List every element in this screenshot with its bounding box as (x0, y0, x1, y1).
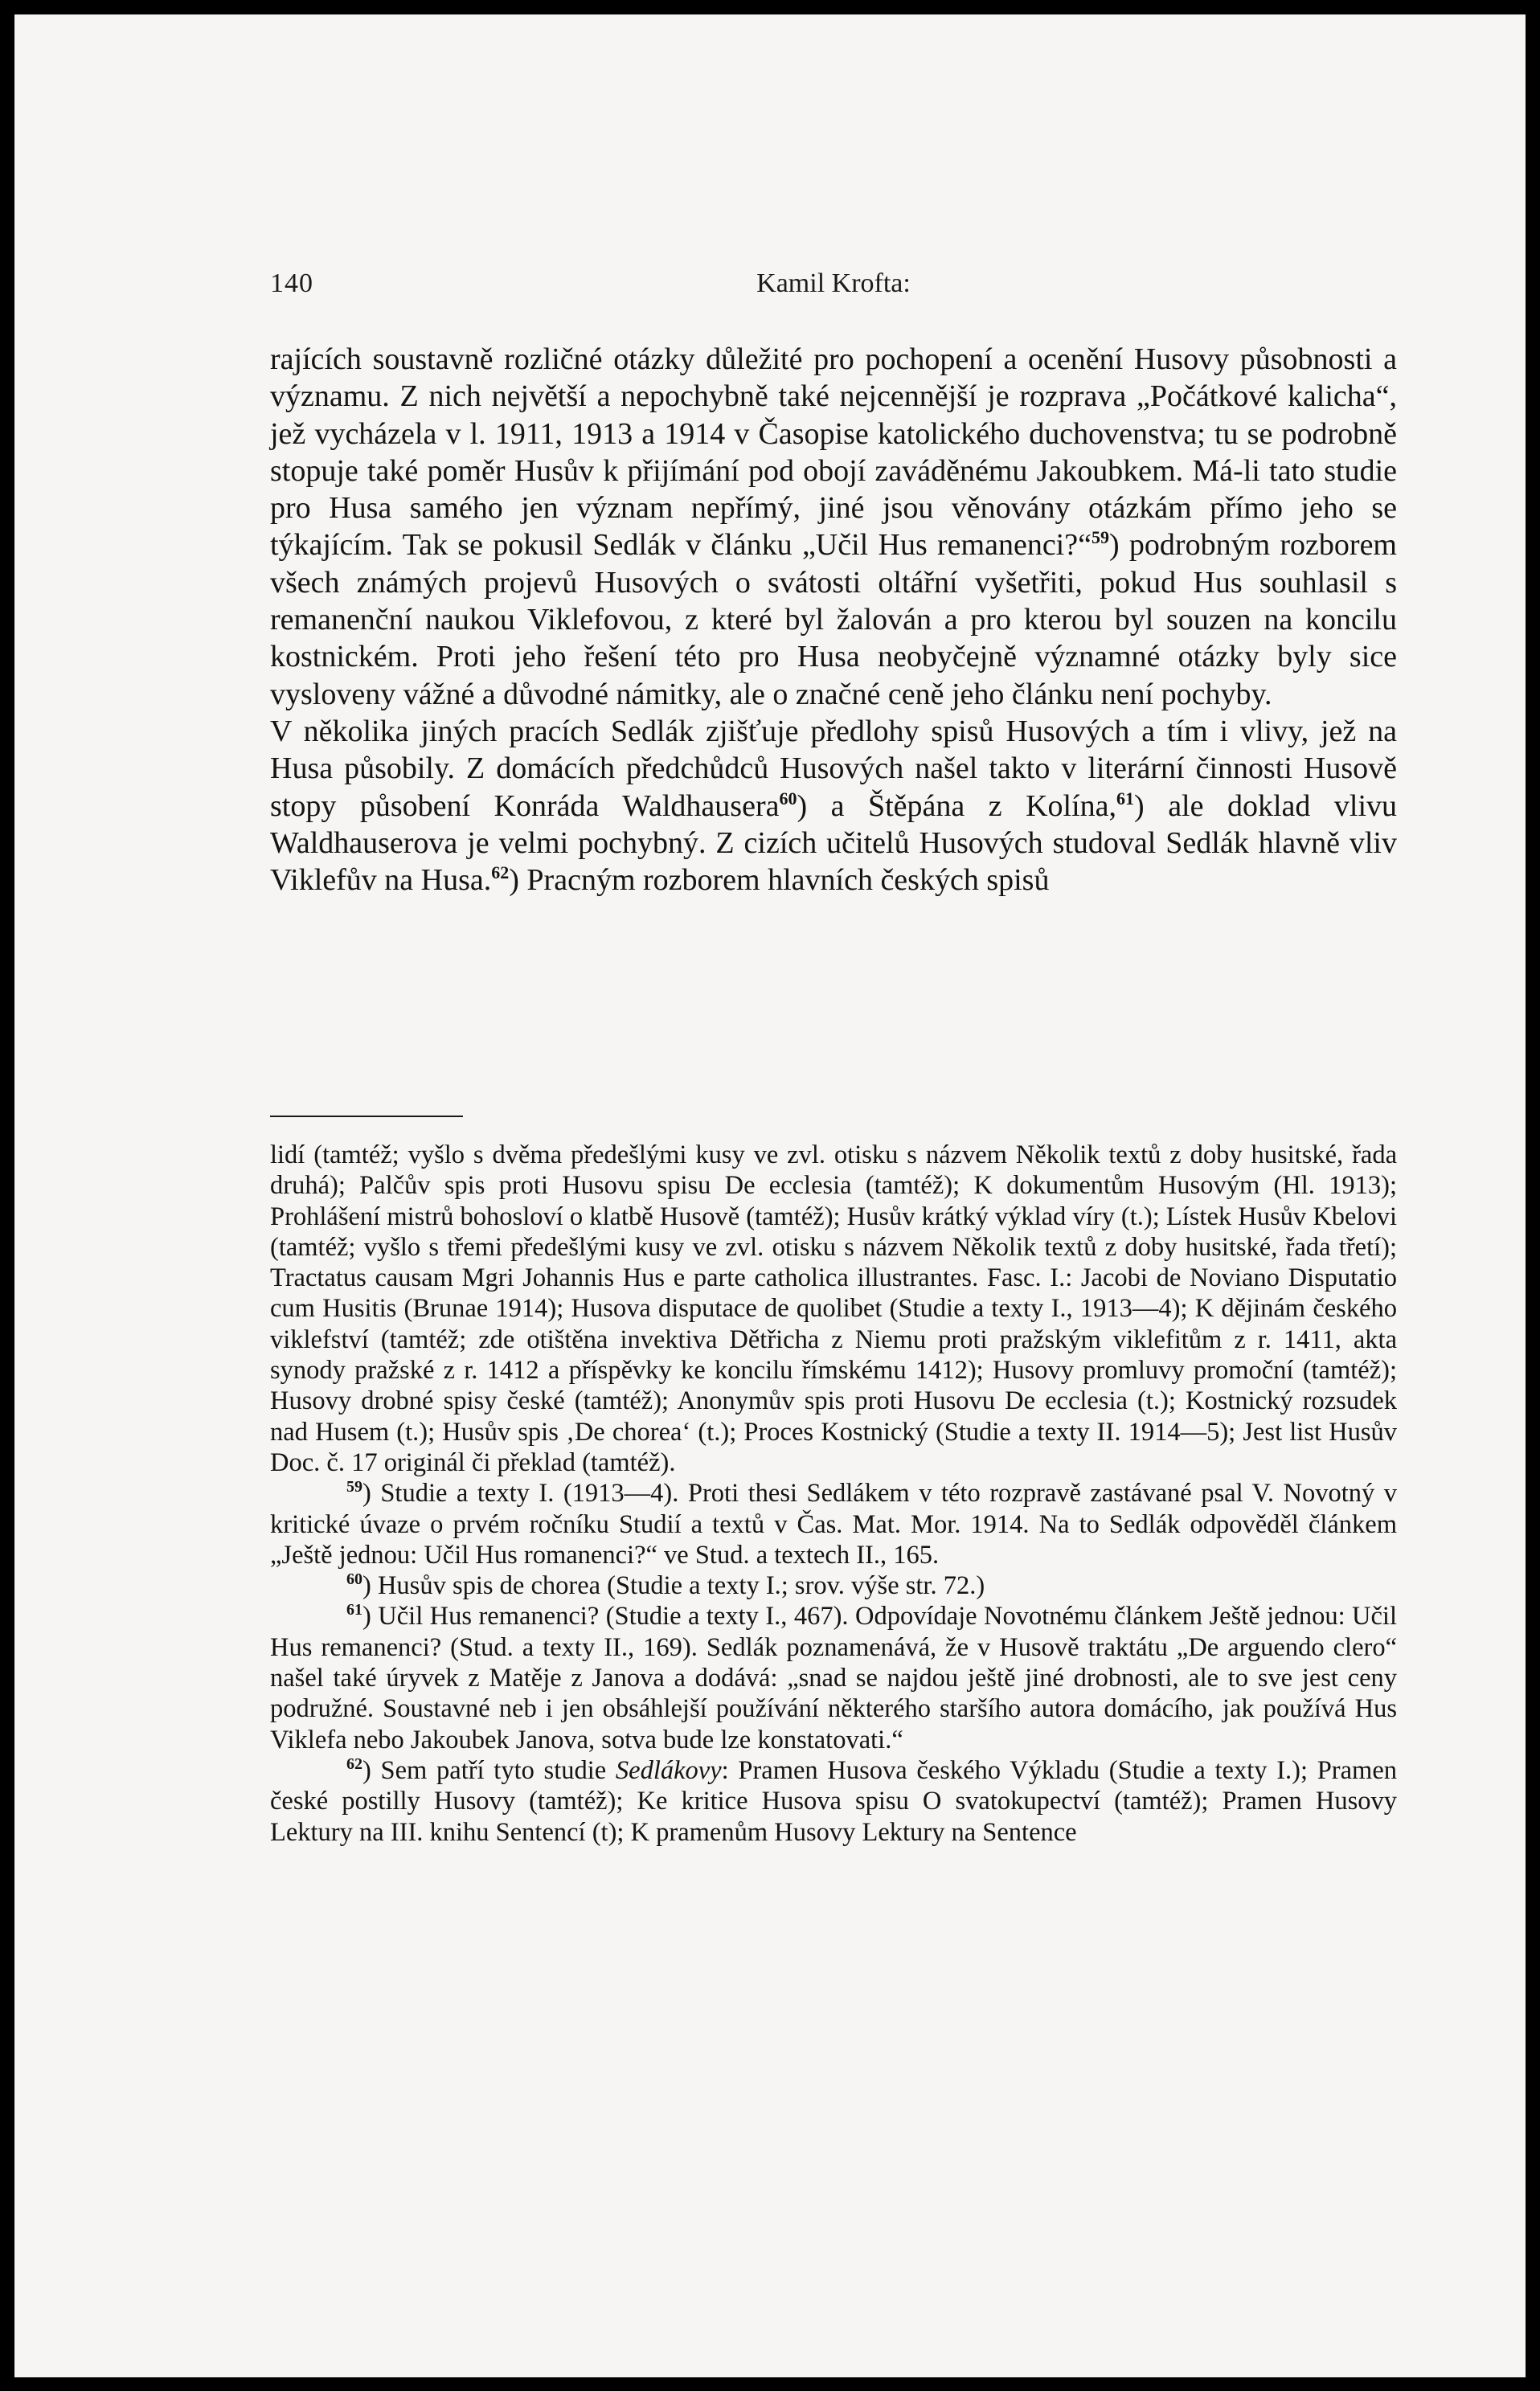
footnote-60-text: ) Husův spis de chorea (Studie a texty I.; srov. výše str. 72.) (362, 1571, 985, 1601)
main-text (270, 341, 1397, 899)
paragraph-2-text-a: V několika jiných pracích Sedlák zjišťuje předlohy spisů Husových a tím i vlivy, jež na Husa působily. Z domácích předchůdců Husových našel takto v literární činnosti Husově stopy působení Konráda Waldhausera (270, 714, 1397, 823)
footnote-61-text: ) Učil Hus remanenci? (Studie a texty I., 467). Odpovídaje Novotnému článkem Ještě jednou: Učil Hus remanenci? (Stud. a texty II., 169). Sedlák poznamenává, že v Husově traktátu „De arguendo clero“ našel také úryvek z Matěje z Janova a dodává: „snad se najdou ještě jiné drobnosti, ale to sve jest ceny podružné. Soustavné neb i jen obsáhlejší používání některého staršího autora domácího, jak používá Hus Viklefa nebo Jakoubek Janova, sotva bude lze konstatovati.“ (270, 1602, 1397, 1754)
book-page (14, 14, 1526, 2377)
footnote-ref-59[interactable]: 59 (1091, 527, 1109, 548)
footnote-60-mark: 60 (346, 1570, 362, 1589)
running-head: Kamil Krofta: (756, 268, 911, 298)
footnote-59 (270, 1478, 1397, 1570)
footnote-ref-60[interactable]: 60 (779, 788, 797, 809)
paragraph-2-text-c: ) ale doklad vlivu Waldhauserova je velmi pochybný. Z cizích učitelů Husových studoval Sedlák hlavně vliv Viklefův na Husa. (270, 788, 1398, 898)
paragraph-1-text-b: ) podrobným rozborem všech známých projevů Husových o svátosti oltářní vyšetřiti, pokud Hus souhlasil s remanenční naukou Viklefovou, z které byl žalován a pro kterou byl souzen na koncilu kostnickém. Proti jeho řešení této pro Husa neobyčejně významné otázky byly sice vysloveny vážné a důvodné námitky, ale o značné ceně jeho článku není pochyby. (270, 528, 1397, 711)
footnote-61 (270, 1601, 1397, 1754)
paragraph-2-text-d: ) Pracným rozborem hlavních českých spisů (509, 863, 1050, 898)
footnote-60 (270, 1570, 1397, 1601)
footnotes (270, 1140, 1397, 1848)
footnote-62-mark: 62 (346, 1754, 362, 1773)
footnote-continuation: lidí (tamtéž; vyšlo s dvěma předešlými kusy ve zvl. otisku s názvem Několik textů z doby husitské, řada druhá); Palčův spis proti Husovu spisu De ecclesia (tamtéž); K dokumentům Husovým (Hl. 1913); Prohlášení mistrů bohosloví o klatbě Husově (tamtéž); Husův krátký výklad víry (t.); Lístek Husův Kbelovi (tamtéž; vyšlo s třemi předešlými kusy ve zvl. otisku s názvem Několik textů z doby husitské, řada třetí); Tractatus causam Mgri Johannis Hus e parte catholica illustrantes. Fasc. I.: Jacobi de Noviano Disputatio cum Husitis (Brunae 1914); Husova disputace de quolibet (Studie a texty I., 1913—4); K dějinám českého viklefství (tamtéž; zde otištěna invektiva Dětřicha z Niemu proti pražským viklefitům z r. 1411, akta synody pražské z r. 1412 a příspěvky ke koncilu římskému 1412); Husovy promluvy promoční (tamtéž); Husovy drobné spisy české (tamtéž); Anonymův spis proti Husovu De ecclesia (t.); Kostnický rozsudek nad Husem (t.); Husův spis ‚De chorea‘ (t.); Proces Kostnický (Studie a texty II. 1914—5); Jest list Husův Doc. č. 17 originál či překlad (tamtéž). (270, 1140, 1397, 1477)
paragraph-1-text-a: rajících soustavně rozličné otázky důležité pro pochopení a ocenění Husovy působnosti a významu. Z nich největší a nepochybně také nejcennější je rozprava „Počátkové kalicha“, jež vycházela v l. 1911, 1913 a 1914 v Časopise katolického duchovenstva; tu se podrobně stopuje také poměr Husův k přijímání pod obojí zaváděnému Jakoubkem. Má-li tato studie pro Husa samého jen význam nepřímý, jiné jsou věnovány otázkám přímo jeho se týkajícím. Tak se pokusil Sedlák v článku „Učil Hus remanenci?“ (270, 342, 1397, 563)
footnote-59-text: ) Studie a texty I. (1913—4). Proti thesi Sedlákem v této rozpravě zastávané psal V. Novotný v kritické úvaze o prvém ročníku Studií a textů v Čas. Mat. Mor. 1914. Na to Sedlák odpověděl článkem „Ještě jednou: Učil Hus romanenci?“ ve Stud. a textech II., 165. (270, 1479, 1397, 1570)
page-number: 140 (270, 268, 313, 298)
footnote-62-text-b: : Pramen Husova českého Výkladu (Studie a texty I.); Pramen české postilly Husovy (tamtéž); Ke kritice Husova spisu O svatokupectví (tamtéž); Pramen Husovy Lektury na III. knihu Sentencí (t); K pramenům Husovy Lektury na Sentence (270, 1755, 1397, 1847)
footnote-62-italic: Sedlákovy (615, 1755, 722, 1785)
footnote-ref-61[interactable]: 61 (1116, 788, 1135, 809)
footnote-62 (270, 1755, 1397, 1848)
footnote-61-mark: 61 (346, 1601, 362, 1619)
footnote-59-mark: 59 (346, 1478, 362, 1496)
footnote-divider (270, 1116, 463, 1117)
footnote-62-text-a: ) Sem patří tyto studie (362, 1755, 616, 1785)
paragraph-2-text-b: ) a Štěpána z Kolína, (797, 788, 1117, 823)
footnote-ref-62[interactable]: 62 (491, 862, 510, 883)
paragraph-1 (270, 341, 1397, 713)
paragraph-2 (270, 713, 1397, 899)
page-header (270, 268, 1397, 301)
